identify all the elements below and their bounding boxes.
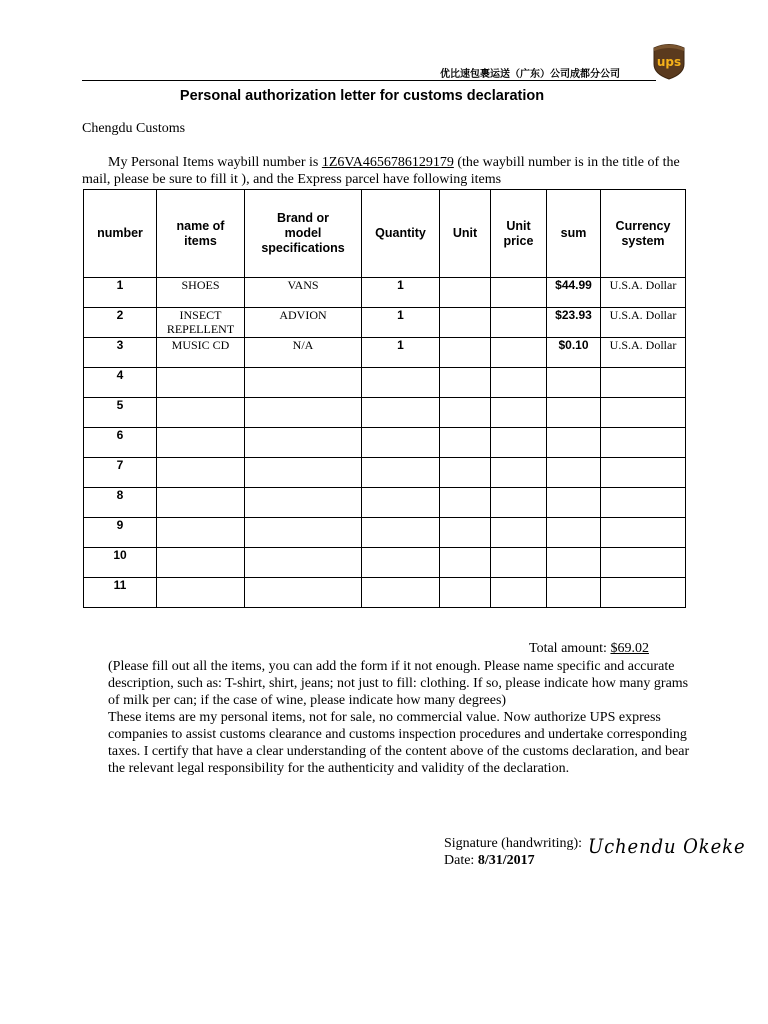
cell-sum xyxy=(547,398,601,428)
cell-brand xyxy=(245,398,362,428)
header-currency xyxy=(601,190,686,278)
cell-name xyxy=(157,578,245,608)
cell-quantity xyxy=(362,488,440,518)
cell-number: 7 xyxy=(84,458,157,488)
ups-logo-text: ups xyxy=(656,55,682,69)
cell-currency xyxy=(601,548,686,578)
date-label: Date: xyxy=(444,853,478,868)
cell-unit-price xyxy=(491,518,547,548)
table-row xyxy=(84,338,686,368)
cell-currency xyxy=(601,488,686,518)
cell-unit-price xyxy=(491,488,547,518)
header-name-line: items xyxy=(184,233,217,248)
cell-number: 3 xyxy=(84,338,157,368)
cell-currency xyxy=(601,368,686,398)
cell-unit xyxy=(440,458,491,488)
cell-currency xyxy=(601,458,686,488)
cell-number: 4 xyxy=(84,368,157,398)
header-unit-price xyxy=(491,190,547,278)
notes-paragraph-2: These items are my personal items, not for sale, no commercial value. Now authorize UPS express companies to assist customs clearance and customs inspection procedures and undertake corresponding taxes. I certify that have a clear understanding of the content above of the customs declaration, and bear the relevant legal responsibility for the authenticity and validity of the declaration. xyxy=(108,710,690,776)
cell-sum xyxy=(547,428,601,458)
cell-quantity xyxy=(362,578,440,608)
table-row xyxy=(84,368,686,398)
cell-unit xyxy=(440,488,491,518)
cell-unit-price xyxy=(491,278,547,308)
cell-unit-price xyxy=(491,308,547,338)
cell-name xyxy=(157,398,245,428)
cell-quantity: 1 xyxy=(362,308,440,338)
table-row xyxy=(84,578,686,608)
cell-brand xyxy=(245,458,362,488)
cell-unit-price xyxy=(491,548,547,578)
addressee: Chengdu Customs xyxy=(82,121,186,136)
header-brand xyxy=(245,190,362,278)
cell-sum: $23.93 xyxy=(547,308,601,338)
cell-unit xyxy=(440,578,491,608)
cell-quantity xyxy=(362,458,440,488)
cell-brand xyxy=(245,368,362,398)
cell-quantity xyxy=(362,548,440,578)
cell-brand: N/A xyxy=(245,338,362,368)
table-row xyxy=(84,518,686,548)
cell-number: 9 xyxy=(84,518,157,548)
cell-unit-price xyxy=(491,578,547,608)
cell-currency: U.S.A. Dollar xyxy=(601,278,686,308)
header-divider xyxy=(82,80,656,81)
header-number xyxy=(84,190,157,278)
cell-currency: U.S.A. Dollar xyxy=(601,338,686,368)
intro-paragraph xyxy=(82,154,692,188)
cell-currency xyxy=(601,518,686,548)
cell-brand: VANS xyxy=(245,278,362,308)
table-row xyxy=(84,548,686,578)
cell-unit xyxy=(440,398,491,428)
cell-name: INSECT REPELLENT xyxy=(157,308,245,338)
notes xyxy=(82,658,692,777)
cell-number: 5 xyxy=(84,398,157,428)
table-row xyxy=(84,488,686,518)
cell-number: 1 xyxy=(84,278,157,308)
cell-currency xyxy=(601,398,686,428)
cell-unit xyxy=(440,338,491,368)
cell-sum xyxy=(547,368,601,398)
table-header-row xyxy=(84,190,686,278)
header-unit-price-line: Unit xyxy=(506,218,531,233)
cell-sum xyxy=(547,518,601,548)
signature-label: Signature (handwriting): xyxy=(444,836,583,851)
cell-unit xyxy=(440,548,491,578)
cell-quantity: 1 xyxy=(362,278,440,308)
cell-brand xyxy=(245,488,362,518)
handwritten-signature: Uchendu Okeke xyxy=(588,834,746,858)
cell-unit xyxy=(440,278,491,308)
table-row xyxy=(84,278,686,308)
cell-unit-price xyxy=(491,398,547,428)
intro-after: (the waybill number is in the title of the mail, please be sure to fill it ), and the Express parcel have following items xyxy=(82,155,680,187)
header-currency-line: Currency xyxy=(615,218,671,233)
cell-brand xyxy=(245,548,362,578)
cell-brand xyxy=(245,428,362,458)
cell-number: 10 xyxy=(84,548,157,578)
cell-name xyxy=(157,368,245,398)
cell-sum xyxy=(547,548,601,578)
header-brand-line: specifications xyxy=(261,241,345,255)
cell-currency xyxy=(601,428,686,458)
header-currency-line: system xyxy=(621,233,665,248)
items-table xyxy=(83,189,686,608)
cell-name xyxy=(157,488,245,518)
header-number-line: number xyxy=(97,226,143,240)
cell-sum xyxy=(547,488,601,518)
header-sum xyxy=(547,190,601,278)
cell-unit xyxy=(440,308,491,338)
page-title: Personal authorization letter for customs declaration xyxy=(179,88,545,104)
header-brand-line: model xyxy=(284,226,322,240)
total-value: $69.02 xyxy=(610,641,649,656)
cell-unit-price xyxy=(491,458,547,488)
waybill-number: 1Z6VA4656786129179 xyxy=(321,155,454,170)
header-unit-price-line: price xyxy=(503,233,534,248)
cell-sum xyxy=(547,578,601,608)
table-row xyxy=(84,308,686,338)
total-amount xyxy=(529,641,649,657)
header-quantity xyxy=(362,190,440,278)
cell-name xyxy=(157,548,245,578)
cell-unit xyxy=(440,518,491,548)
cell-number: 2 xyxy=(84,308,157,338)
cell-name: MUSIC CD xyxy=(157,338,245,368)
cell-currency xyxy=(601,578,686,608)
cell-sum: $0.10 xyxy=(547,338,601,368)
cell-quantity xyxy=(362,518,440,548)
cell-quantity: 1 xyxy=(362,338,440,368)
cell-unit-price xyxy=(491,368,547,398)
table-row xyxy=(84,458,686,488)
header-company-name: 优比速包裹运送（广东）公司成都分公司 xyxy=(440,69,620,80)
cell-quantity xyxy=(362,428,440,458)
cell-number: 8 xyxy=(84,488,157,518)
table-row xyxy=(84,428,686,458)
cell-name: SHOES xyxy=(157,278,245,308)
cell-unit xyxy=(440,428,491,458)
date-value: 8/31/2017 xyxy=(477,853,535,868)
cell-currency: U.S.A. Dollar xyxy=(601,308,686,338)
cell-quantity xyxy=(362,368,440,398)
cell-sum xyxy=(547,458,601,488)
intro-before: My Personal Items waybill number is xyxy=(108,155,322,170)
notes-paragraph-1: (Please fill out all the items, you can add the form if it not enough. Please name specific and accurate description, such as: T-shirt, shirt, jeans; not just to fill: clothing. If so, please indicate how many grams of milk per can; if the case of wine, please indicate how many degrees) xyxy=(108,659,689,708)
cell-number: 6 xyxy=(84,428,157,458)
cell-sum: $44.99 xyxy=(547,278,601,308)
cell-name xyxy=(157,428,245,458)
cell-quantity xyxy=(362,398,440,428)
cell-brand xyxy=(245,578,362,608)
cell-brand: ADVION xyxy=(245,308,362,338)
header-name-line: name of xyxy=(176,218,225,233)
cell-unit-price xyxy=(491,428,547,458)
cell-unit xyxy=(440,368,491,398)
cell-number: 11 xyxy=(84,578,157,608)
total-label: Total amount: xyxy=(529,641,611,656)
cell-unit-price xyxy=(491,338,547,368)
header-brand-line: Brand or xyxy=(276,211,330,225)
header-sum-line: sum xyxy=(560,226,587,240)
table-row xyxy=(84,398,686,428)
ups-logo-icon xyxy=(652,42,686,80)
header-unit-line: Unit xyxy=(452,226,478,240)
date-row xyxy=(444,853,535,869)
cell-name xyxy=(157,458,245,488)
header-unit xyxy=(440,190,491,278)
cell-brand xyxy=(245,518,362,548)
header-name xyxy=(157,190,245,278)
header-quantity-line: Quantity xyxy=(375,226,426,240)
cell-name xyxy=(157,518,245,548)
